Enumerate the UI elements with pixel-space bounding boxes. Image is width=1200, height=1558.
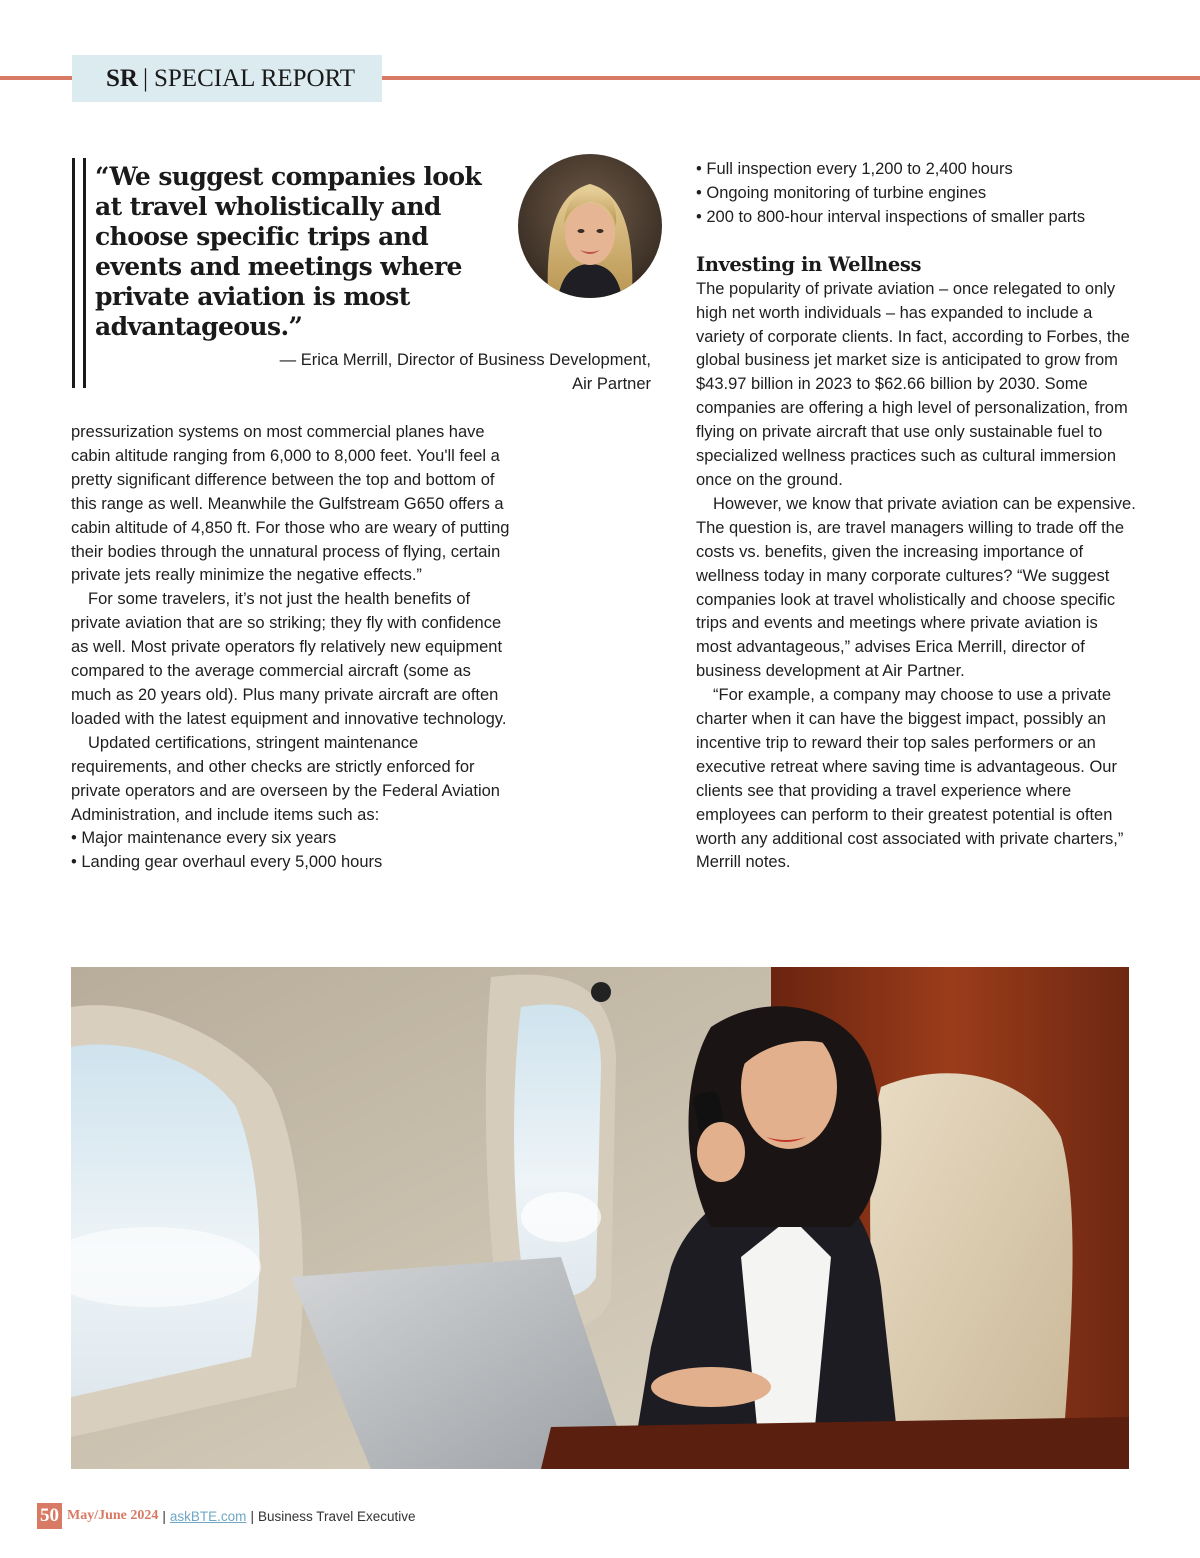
left-bullet-2: • Landing gear overhaul every 5,000 hours (71, 853, 383, 872)
magazine-name: Business Travel Executive (257, 1508, 416, 1524)
left-column (71, 421, 511, 875)
attribution-line-1: — Erica Merrill, Director of Business Development, (279, 351, 651, 369)
right-column (696, 158, 1136, 875)
section-abbr: SR (106, 64, 138, 92)
left-bullet-1: • Major maintenance every six years (71, 829, 337, 848)
quote-bar-right (83, 158, 86, 388)
right-bullet-3: • 200 to 800-hour interval inspections of smaller parts (696, 207, 1086, 226)
pull-quote: “We suggest companies look at travel wholistically and choose specific trips and events and meetings where private aviation is most advantageous.” (95, 162, 482, 341)
right-bullet-1: • Full inspection every 1,200 to 2,400 hours (696, 160, 1013, 178)
left-paragraph-3: Updated certifications, stringent maintenance requirements, and other checks are strictly enforced for private operators and are overseen by the Federal Aviation Administration, and include items such as: (71, 733, 500, 824)
website-link[interactable]: askBTE.com (169, 1508, 247, 1524)
portrait-photo (518, 154, 662, 298)
header-rule-left (0, 76, 72, 80)
right-paragraph-2: However, we know that private aviation can be expensive. The question is, are travel managers willing to trade off the costs vs. benefits, given the increasing importance of wellness today in many corporate cultures? “We suggest companies look at travel wholistically and choose specific trips and events and meetings where private aviation is most advantageous,” advises Erica Merrill, director of business development at Air Partner. (696, 494, 1136, 681)
section-header (72, 55, 382, 102)
section-separator: | (142, 64, 148, 92)
section-heading: Investing in Wellness (696, 252, 922, 276)
right-bullet-2: • Ongoing monitoring of turbine engines (696, 183, 987, 202)
footer-separator-2: | (250, 1508, 254, 1524)
issue-date: May/June 2024 (67, 1508, 159, 1523)
right-paragraph-1: The popularity of private aviation – once relegated to only high net worth individuals – has expanded to include a variety of corporate clients. In fact, according to Forbes, the global business jet market size is anticipated to grow from $43.97 billion in 2023 to $62.66 billion by 2030. Some companies are offering a high level of personalization, from flying on private aircraft that use only sustainable fuel to specialized wellness practices such as cultural immersion once on the ground. (696, 279, 1130, 489)
footer-separator-1: | (162, 1508, 166, 1524)
header-rule-right (382, 76, 1200, 80)
left-paragraph-2: For some travelers, it’s not just the health benefits of private aviation that are so striking; they fly with confidence as well. Most private operators fly relatively new equipment compared to the average commercial aircraft (some as much as 20 years old). Plus many private aircraft are often loaded with the latest equipment and innovative technology. (71, 590, 507, 728)
right-paragraph-3: “For example, a company may choose to use a private charter when it can have the biggest impact, possibly an incentive trip to reward their top sales performers or an executive retreat where saving time is advantageous. Our clients see that providing a travel experience where employees can perform to their greatest potential is often worth any additional cost associated with private charters,” Merrill notes. (696, 686, 1124, 872)
section-title: SPECIAL REPORT (153, 64, 356, 92)
cabin-photo (71, 967, 1129, 1469)
page-number: 50 (37, 1503, 62, 1529)
quote-bar-left (72, 158, 75, 388)
page-footer (37, 1503, 416, 1529)
attribution-line-2: Air Partner (572, 375, 651, 393)
quote-attribution (200, 348, 651, 396)
left-paragraph-1: pressurization systems on most commercial planes have cabin altitude ranging from 6,000 to 8,000 feet. You'll feel a pretty significant difference between the top and bottom of this range as well. Meanwhile the Gulfstream G650 offers a cabin altitude of 4,850 ft. For those who are weary of putting their bodies through the unnatural process of flying, certain private jets really minimize the negative effects.” (71, 423, 510, 585)
